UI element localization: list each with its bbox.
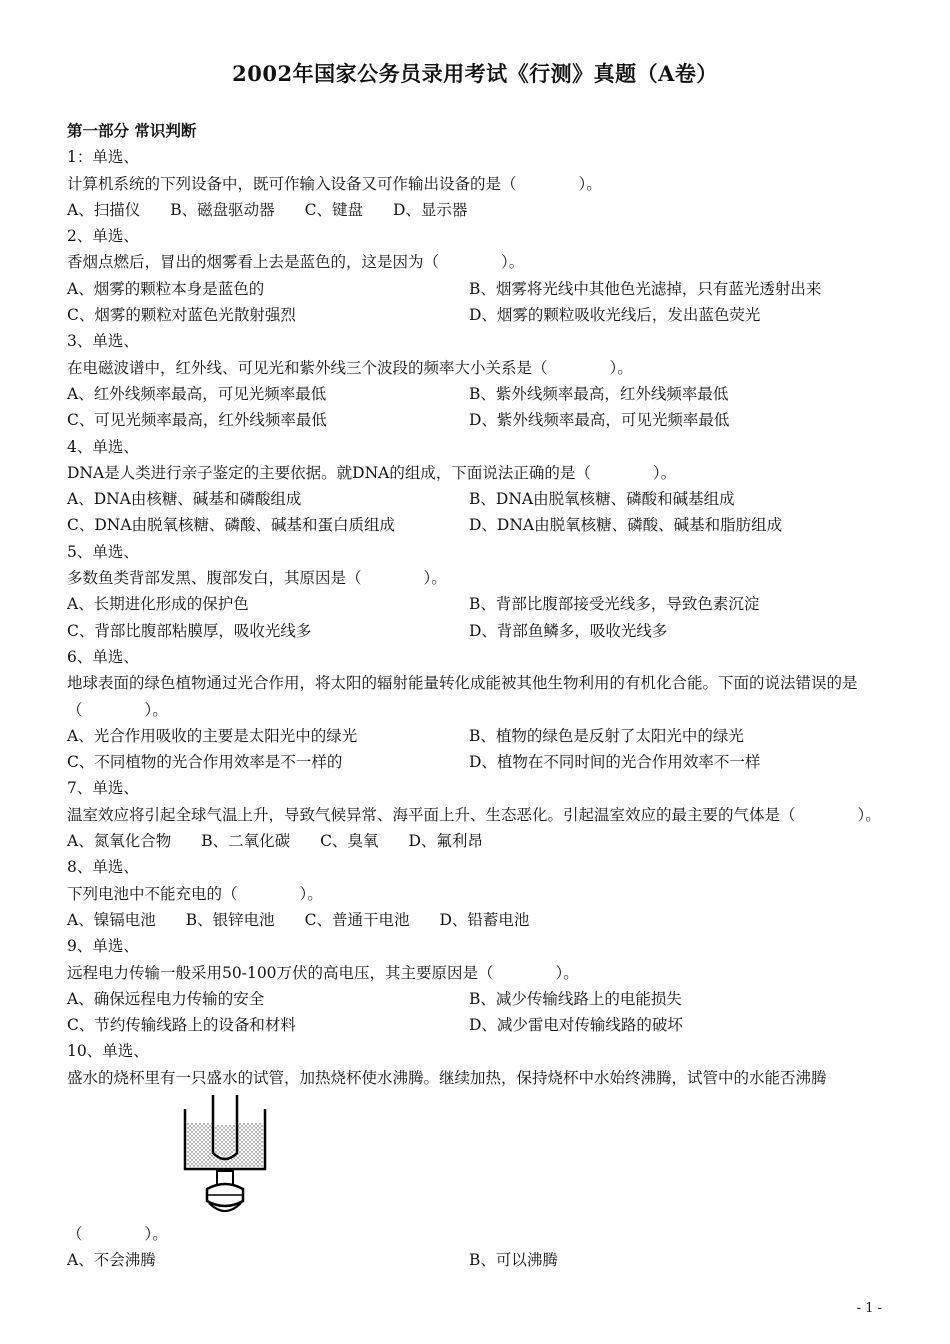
option-c: C、臭氧 — [320, 832, 379, 851]
question-1-options — [67, 197, 897, 223]
question-6-header: 6、单选、 — [67, 647, 139, 666]
question-3-stem: 在电磁波谱中，红外线、可见光和紫外线三个波段的频率大小关系是（ ）。 — [67, 358, 633, 377]
option-a: A、光合作用吸收的主要是太阳光中的绿光 — [67, 726, 358, 745]
option-b: B、烟雾将光线中其他色光滤掉，只有蓝光透射出来 — [469, 279, 822, 298]
option-a: A、确保远程电力传输的安全 — [67, 989, 265, 1008]
question-2-header: 2、单选、 — [67, 227, 139, 246]
option-c: C、可见光频率最高，红外线频率最低 — [67, 411, 327, 430]
question-4-header: 4、单选、 — [67, 437, 139, 456]
option-d: D、DNA由脱氧核糖、磷酸、碱基和脂肪组成 — [469, 516, 783, 535]
option-d: D、氟利昂 — [408, 832, 483, 851]
option-b: B、植物的绿色是反射了太阳光中的绿光 — [469, 726, 744, 745]
question-8-options — [67, 907, 897, 933]
option-a: A、镍镉电池 — [67, 910, 156, 929]
document-title: 2002年国家公务员录用考试《行测》真题（A卷） — [232, 61, 718, 86]
question-10-options-row — [67, 1247, 897, 1273]
question-6-stem: 地球表面的绿色植物通过光合作用，将太阳的辐射能量转化成能被其他生物利用的有机化合能。下面的说法错误的是（ ）。 — [67, 674, 858, 719]
question-2-stem: 香烟点燃后，冒出的烟雾看上去是蓝色的，这是因为（ ）。 — [67, 253, 525, 272]
option-a: A、长期进化形成的保护色 — [67, 595, 249, 614]
option-a: A、红外线频率最高，可见光频率最低 — [67, 384, 327, 403]
option-c: C、不同植物的光合作用效率是不一样的 — [67, 753, 343, 772]
option-c: C、键盘 — [304, 200, 363, 219]
document-body — [67, 118, 897, 1274]
option-a: A、扫描仪 — [67, 200, 141, 219]
question-3-header: 3、单选、 — [67, 332, 139, 351]
question-9-stem: 远程电力传输一般采用50-100万伏的高电压，其主要原因是（ ）。 — [67, 963, 579, 982]
question-4-stem: DNA是人类进行亲子鉴定的主要依据。就DNA的组成，下面说法正确的是（ ）。 — [67, 463, 677, 482]
option-b: B、背部比腹部接受光线多，导致色素沉淀 — [469, 595, 760, 614]
question-8-stem: 下列电池中不能充电的（ ）。 — [67, 884, 323, 903]
question-10-stem: 盛水的烧杯里有一只盛水的试管，加热烧杯使水沸腾。继续加热，保持烧杯中水始终沸腾，试管中的水能否沸腾 — [67, 1068, 827, 1087]
question-9-header: 9、单选、 — [67, 937, 139, 956]
option-d: D、烟雾的颗粒吸收光线后，发出蓝色荧光 — [469, 306, 761, 325]
option-d: D、紫外线频率最高，可见光频率最低 — [469, 411, 730, 430]
option-b: B、可以沸腾 — [469, 1251, 558, 1270]
question-10-header: 10、单选、 — [67, 1042, 149, 1061]
option-b: B、减少传输线路上的电能损失 — [469, 989, 682, 1008]
question-7-header: 7、单选、 — [67, 779, 139, 798]
option-b: B、磁盘驱动器 — [170, 200, 275, 219]
option-d: D、铅蓄电池 — [439, 910, 530, 929]
option-a: A、不会沸腾 — [67, 1251, 156, 1270]
question-2-options-row-2 — [67, 302, 897, 328]
option-d: D、显示器 — [392, 200, 468, 219]
question-4-options-row-2 — [67, 512, 897, 538]
section-heading: 第一部分 常识判断 — [67, 121, 197, 140]
option-a: A、氮氧化合物 — [67, 832, 172, 851]
option-b: B、DNA由脱氧核糖、磷酸和碱基组成 — [469, 490, 735, 509]
question-8-header: 8、单选、 — [67, 858, 139, 877]
question-5-stem: 多数鱼类背部发黑、腹部发白，其原因是（ ）。 — [67, 569, 447, 588]
question-1-stem: 计算机系统的下列设备中，既可作输入设备又可作输出设备的是（ ）。 — [67, 174, 602, 193]
question-9-options-row-2 — [67, 1012, 897, 1038]
question-2-options-row-1 — [67, 276, 897, 302]
question-10-answer-blank: （ ）。 — [67, 1224, 168, 1243]
option-d: D、减少雷电对传输线路的破坏 — [469, 1016, 683, 1035]
option-c: C、烟雾的颗粒对蓝色光散射强烈 — [67, 306, 296, 325]
question-6-options-row-1 — [67, 723, 897, 749]
option-d: D、植物在不同时间的光合作用效率不一样 — [469, 753, 761, 772]
question-5-header: 5、单选、 — [67, 542, 139, 561]
option-c: C、普通干电池 — [304, 910, 410, 929]
option-b: B、二氧化碳 — [201, 832, 291, 851]
page-number: - 1 - — [856, 1301, 882, 1316]
option-c: C、DNA由脱氧核糖、磷酸、碱基和蛋白质组成 — [67, 516, 396, 535]
option-a: A、烟雾的颗粒本身是蓝色的 — [67, 279, 265, 298]
question-5-options-row-2 — [67, 618, 897, 644]
option-c: C、节约传输线路上的设备和材料 — [67, 1016, 296, 1035]
question-1-header: 1：单选、 — [67, 148, 139, 167]
question-3-options-row-1 — [67, 381, 897, 407]
question-7-stem: 温室效应将引起全球气温上升，导致气候异常、海平面上升、生态恶化。引起温室效应的最主要的气体是（ ）。 — [67, 805, 881, 824]
beaker-test-tube-figure — [67, 1091, 897, 1221]
question-3-options-row-2 — [67, 407, 897, 433]
question-6-options-row-2 — [67, 749, 897, 775]
question-4-options-row-1 — [67, 486, 897, 512]
option-a: A、DNA由核糖、碱基和磷酸组成 — [67, 490, 302, 509]
option-d: D、背部鱼鳞多，吸收光线多 — [469, 621, 668, 640]
question-9-options-row-1 — [67, 986, 897, 1012]
option-b: B、紫外线频率最高，红外线频率最低 — [469, 384, 729, 403]
question-5-options-row-1 — [67, 591, 897, 617]
question-7-options — [67, 828, 897, 854]
beaker-diagram — [179, 1095, 279, 1219]
option-c: C、背部比腹部粘膜厚，吸收光线多 — [67, 621, 312, 640]
option-b: B、银锌电池 — [185, 910, 275, 929]
